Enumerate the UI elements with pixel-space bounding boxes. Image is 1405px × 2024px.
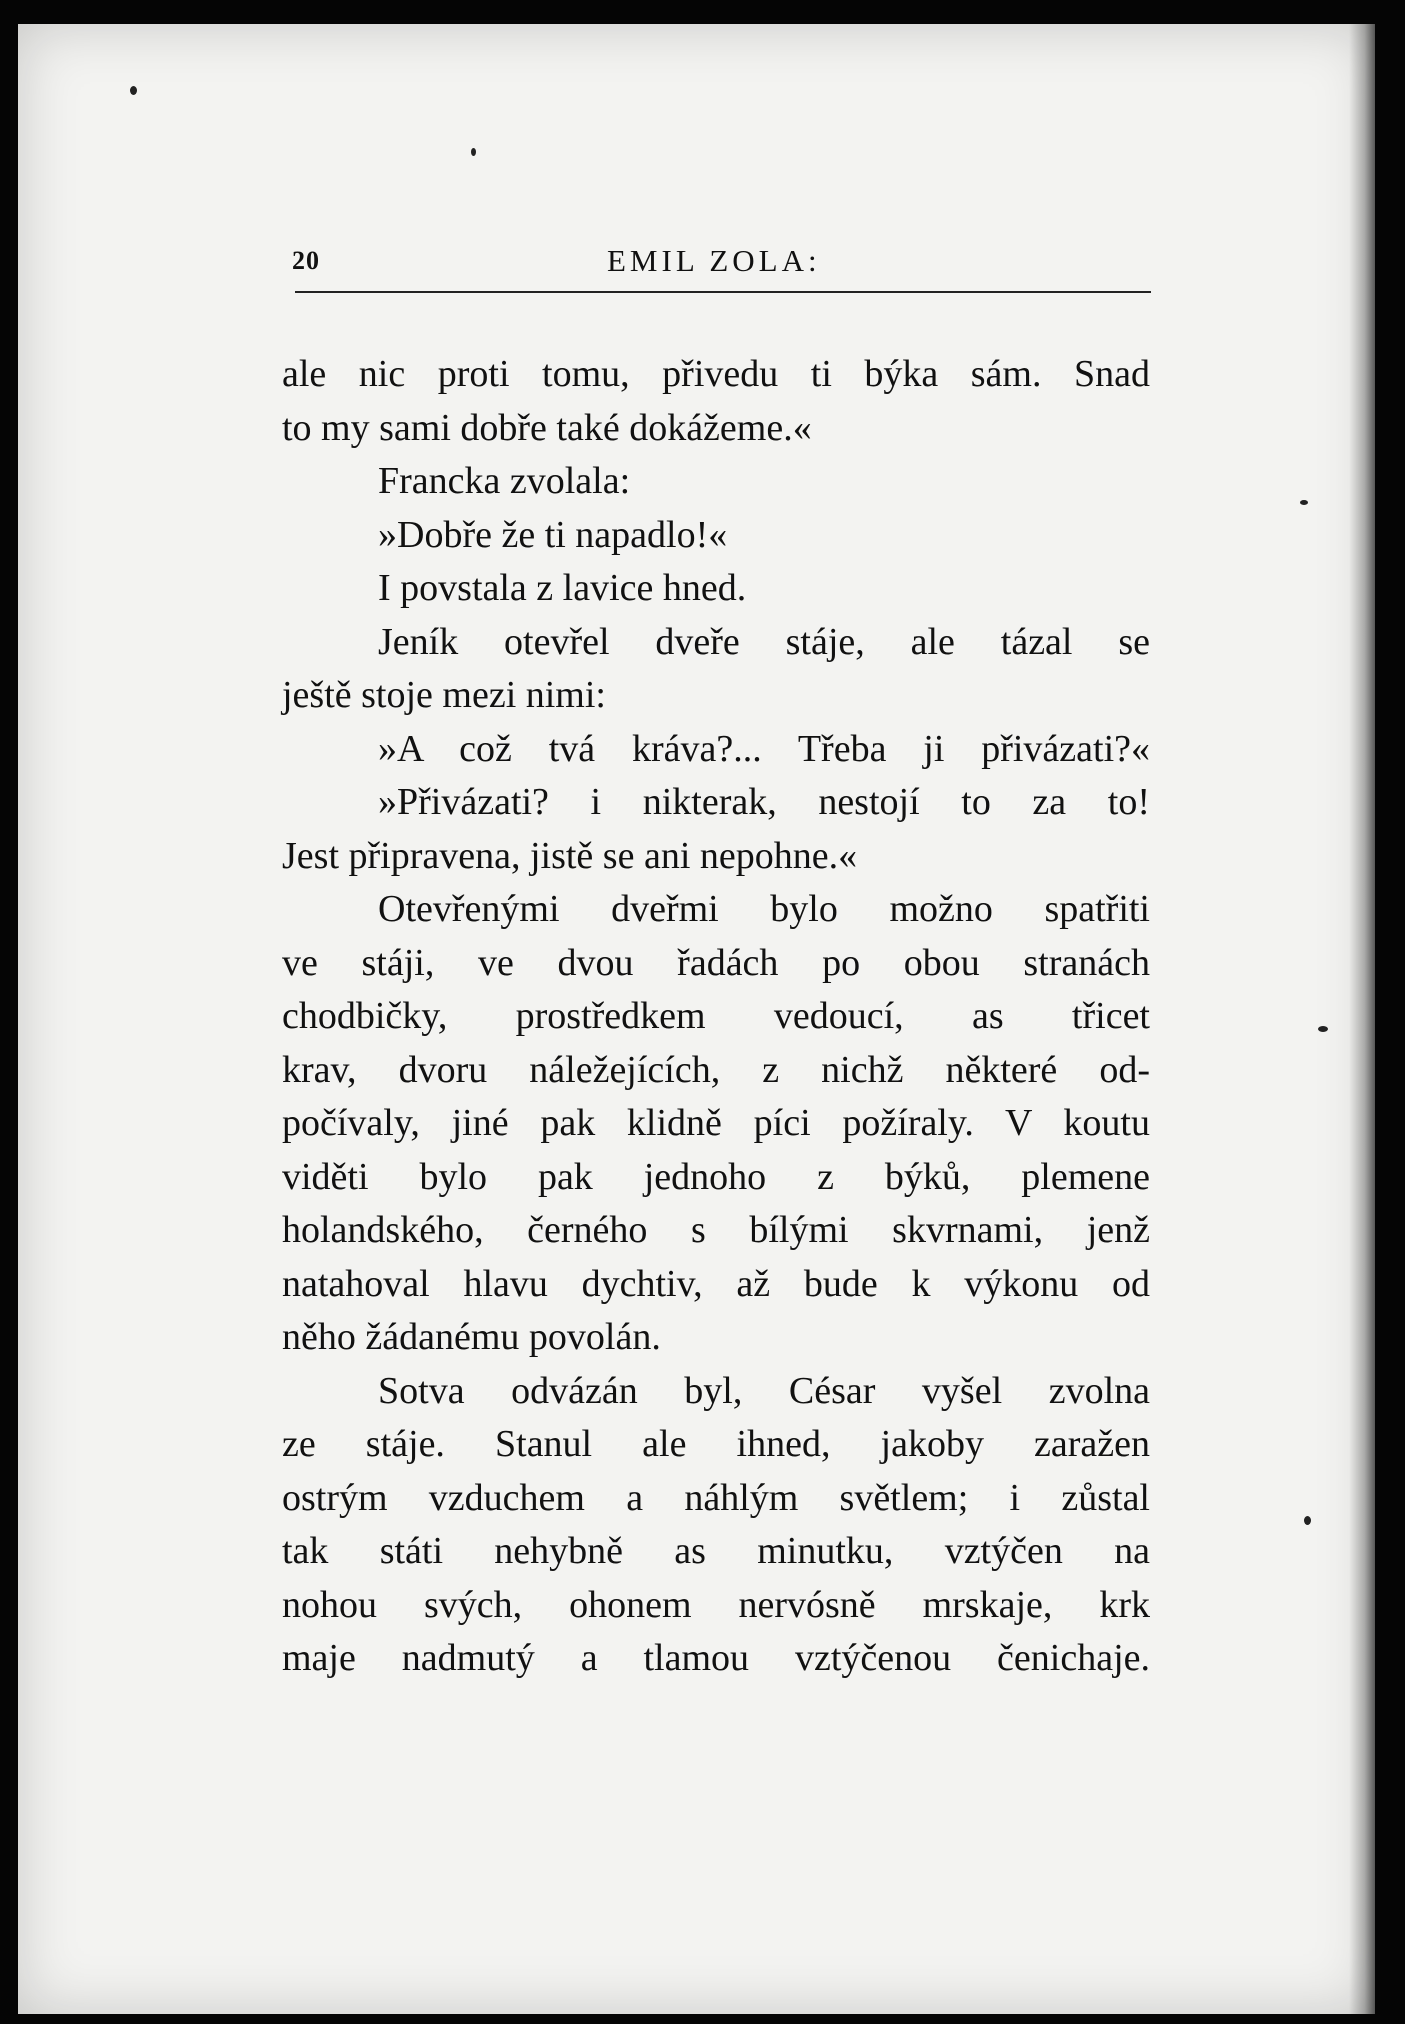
text-line: něho žádanému povolán.	[282, 1316, 661, 1358]
running-head-title: EMIL ZOLA:	[607, 243, 821, 278]
paper-speck	[1300, 500, 1308, 505]
paper-speck	[471, 148, 476, 156]
text-line: tak státi nehybně as minutku, vztýčen na	[282, 1530, 1150, 1572]
text-line: maje nadmutý a tlamou vztýčenou čenichaje.	[282, 1637, 1150, 1679]
page-number: 20	[292, 246, 320, 275]
text-line: chodbičky, prostředkem vedoucí, as třicet	[282, 995, 1150, 1037]
text-line: krav, dvoru náležejících, z nichž některé od-	[282, 1048, 1150, 1091]
text-line: holandského, černého s bílými skvrnami, jenž	[282, 1209, 1150, 1251]
header-rule	[295, 291, 1151, 293]
text-line: »Přivázati? i nikterak, nestojí to za to!	[378, 781, 1150, 823]
text-line: Jeník otevřel dveře stáje, ale tázal se	[378, 620, 1150, 663]
text-line: ostrým vzduchem a náhlým světlem; i zůstal	[282, 1476, 1150, 1519]
text-line: počívaly, jiné pak klidně píci požíraly. V koutu	[282, 1102, 1150, 1144]
text-line: ze stáje. Stanul ale ihned, jakoby zaražen	[282, 1423, 1150, 1465]
text-line: Otevřenými dveřmi bylo možno spatřiti	[378, 888, 1150, 930]
text-line: natahoval hlavu dychtiv, až bude k výkonu od	[282, 1262, 1150, 1305]
running-head	[275, 238, 1151, 294]
text-line: »Dobře že ti napadlo!«	[378, 513, 728, 556]
text-line: Jest připravena, jistě se ani nepohne.«	[282, 834, 858, 877]
page-edge-shadow	[1349, 24, 1375, 2014]
text-line: to my sami dobře také dokážeme.«	[282, 406, 812, 449]
text-line: »A což tvá kráva?... Třeba ji přivázati?«	[378, 727, 1150, 770]
text-line: ještě stoje mezi nimi:	[282, 674, 606, 716]
paper-speck	[130, 86, 137, 95]
body-text	[282, 348, 1150, 1686]
text-line: viděti bylo pak jednoho z býků, plemene	[282, 1155, 1150, 1198]
paper-speck	[1318, 1026, 1328, 1032]
text-line: Francka zvolala:	[378, 460, 631, 502]
text-line: ale nic proti tomu, přivedu ti býka sám. Snad	[282, 353, 1150, 395]
text-line: nohou svých, ohonem nervósně mrskaje, krk	[282, 1583, 1150, 1626]
text-line: Sotva odvázán byl, César vyšel zvolna	[378, 1369, 1150, 1412]
text-line: ve stáji, ve dvou řadách po obou stranách	[282, 941, 1150, 984]
paper-speck	[1304, 1516, 1311, 1525]
text-line: I povstala z lavice hned.	[378, 567, 747, 609]
